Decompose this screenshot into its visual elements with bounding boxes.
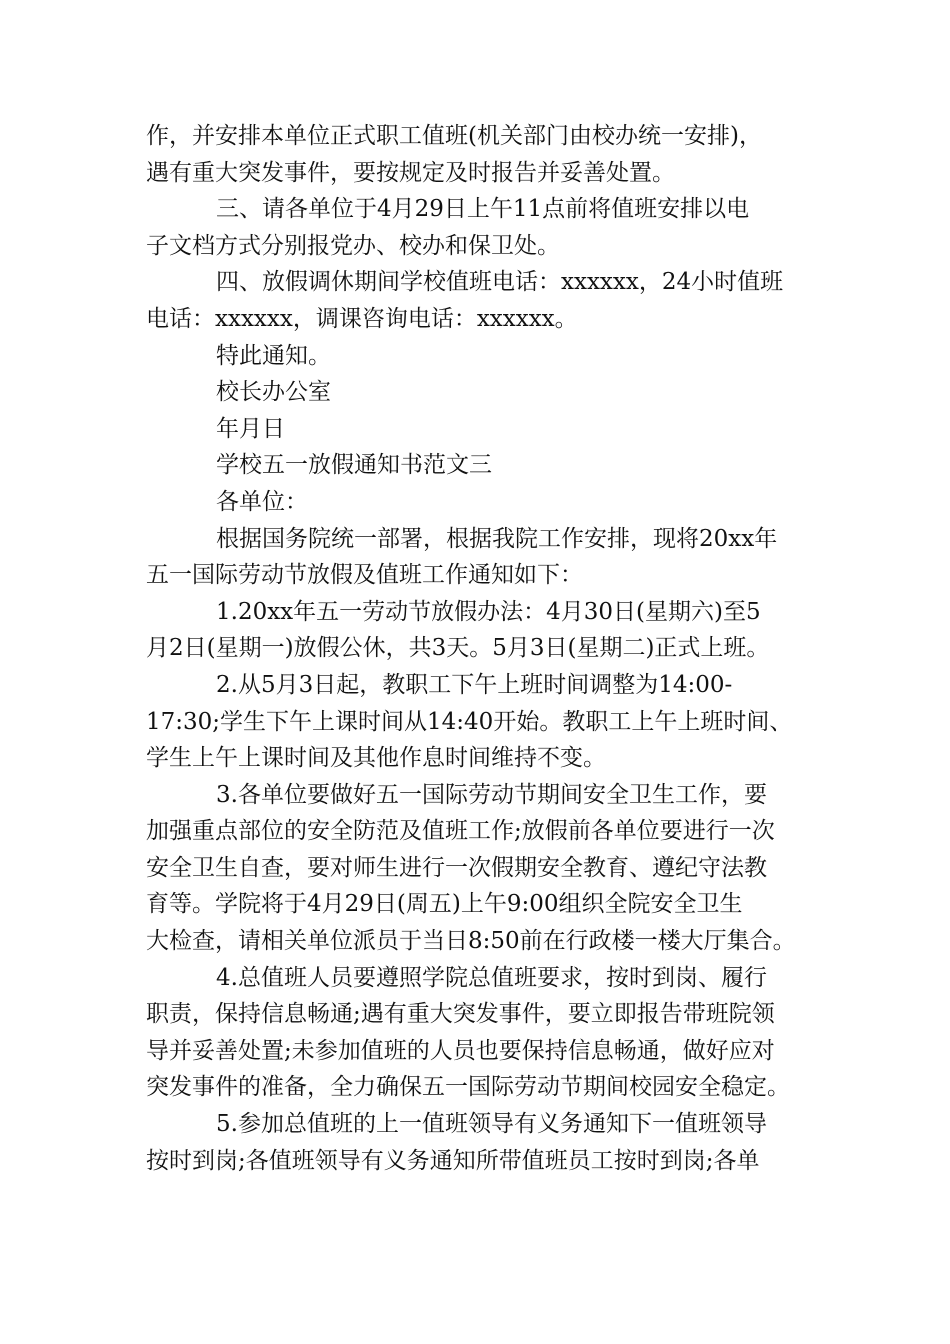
text-line: 17:30;学生下午上课时间从14:40开始。教职工上午上班时间、 <box>146 708 793 735</box>
text-line: 加强重点部位的安全防范及值班工作;放假前各单位要进行一次 <box>146 818 775 845</box>
text-line: 按时到岗;各值班领导有义务通知所带值班员工按时到岗;各单 <box>146 1147 760 1174</box>
text-line: 2.从5月3日起，教职工下午上班时间调整为14:00- <box>216 671 733 698</box>
text-line: 导并妥善处置;未参加值班的人员也要保持信息畅通，做好应对 <box>146 1037 775 1064</box>
text-line: 育等。学院将于4月29日(周五)上午9:00组织全院安全卫生 <box>146 891 743 918</box>
text-line: 作，并安排本单位正式职工值班(机关部门由校办统一安排)， <box>146 123 762 149</box>
text-line: 遇有重大突发事件，要按规定及时报告并妥善处置。 <box>146 159 675 186</box>
text-line: 大检查，请相关单位派员于当日8:50前在行政楼一楼大厅集合。 <box>146 928 796 955</box>
text-line: 三、请各单位于4月29日上午11点前将值班安排以电 <box>216 196 750 223</box>
text-line: 月2日(星期一)放假公休，共3天。5月3日(星期二)正式上班。 <box>146 635 770 662</box>
text-line: 学生上午上课时间及其他作息时间维持不变。 <box>146 745 606 772</box>
text-line: 子文档方式分别报党办、校办和保卫处。 <box>146 232 560 259</box>
text-line: 安全卫生自查，要对师生进行一次假期安全教育、遵纪守法教 <box>146 854 767 881</box>
text-line: 根据国务院统一部署，根据我院工作安排，现将20xx年 <box>216 525 778 552</box>
text-line: 各单位： <box>216 488 308 515</box>
text-line: 5.参加总值班的上一值班领导有义务通知下一值班领导 <box>216 1111 767 1138</box>
text-line: 五一国际劳动节放假及值班工作通知如下： <box>146 562 583 589</box>
text-line: 特此通知。 <box>216 342 331 369</box>
text-line: 年月日 <box>216 415 285 442</box>
text-line: 3.各单位要做好五一国际劳动节期间安全卫生工作，要 <box>216 781 767 808</box>
text-line: 校长办公室 <box>216 379 331 406</box>
text-line: 职责，保持信息畅通;遇有重大突发事件，要立即报告带班院领 <box>146 1001 775 1028</box>
text-line: 四、放假调休期间学校值班电话：xxxxxx，24小时值班 <box>216 269 784 296</box>
text-line: 突发事件的准备，全力确保五一国际劳动节期间校园安全稳定。 <box>146 1074 790 1101</box>
text-line: 1.20xx年五一劳动节放假办法：4月30日(星期六)至5 <box>216 598 761 625</box>
document-body <box>146 118 826 1179</box>
text-line: 电话：xxxxxx，调课咨询电话：xxxxxx。 <box>146 305 578 332</box>
text-line: 4.总值班人员要遵照学院总值班要求，按时到岗、履行 <box>216 964 767 991</box>
text-line: 学校五一放假通知书范文三 <box>216 452 492 479</box>
